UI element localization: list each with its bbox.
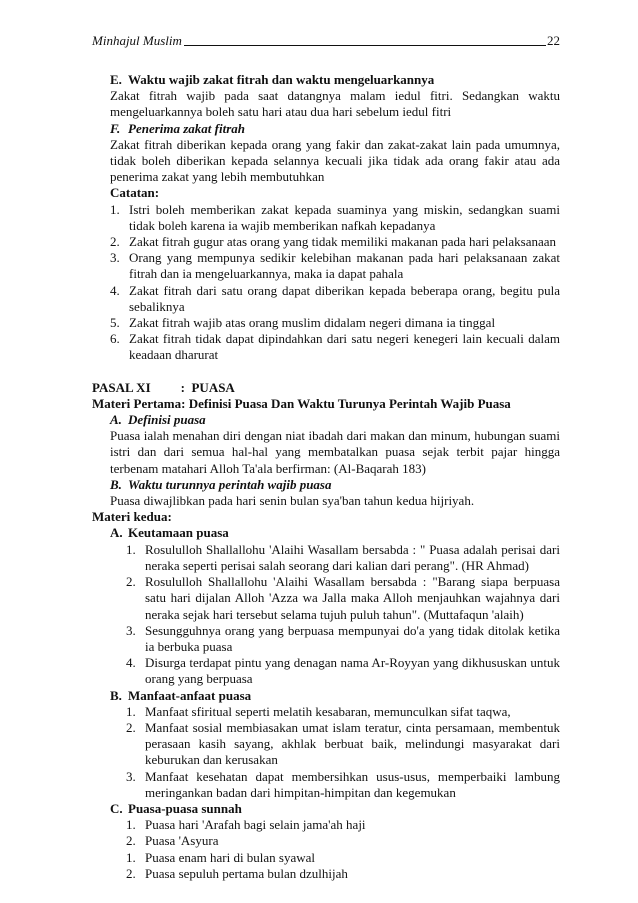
materi1-b-letter: B. bbox=[110, 476, 122, 492]
materi2-a-letter: A. bbox=[110, 525, 123, 541]
catatan-item bbox=[110, 315, 560, 331]
page-number: 22 bbox=[547, 33, 560, 48]
materi1-b-heading bbox=[110, 477, 560, 493]
catatan-item-text: Zakat fitrah gugur atas orang yang tidak memiliki makanan pada hari pelaksanaan bbox=[129, 234, 557, 250]
catatan-item-text: Orang yang mempunya sedikir kelebihan makanan pada hari pelaksanaan zakat fitrah dan ia mengeluarkannya, maka ia dapat pahala bbox=[129, 250, 560, 282]
materi1-a-letter: A. bbox=[110, 412, 122, 428]
materi1-section-a bbox=[110, 412, 560, 477]
catatan-item bbox=[110, 283, 560, 315]
list-item bbox=[126, 833, 560, 849]
section-f bbox=[110, 121, 560, 186]
list-item bbox=[126, 769, 560, 801]
list-item bbox=[126, 542, 560, 574]
materi2-b-letter: B. bbox=[110, 687, 122, 703]
list-item-text: Puasa sepuluh pertama bulan dzulhijah bbox=[145, 865, 348, 881]
list-item-text: Puasa enam hari di bulan syawal bbox=[145, 849, 316, 865]
section-f-text: Zakat fitrah diberikan kepada orang yang fakir dan zakat-zakat lain pada umumnya, tidak boleh diberikan kepada selannya kecuali jika tidak ada orang fakir atau ada penerima zakat yang lebih membutuhkan bbox=[110, 136, 560, 185]
page-header bbox=[92, 33, 560, 49]
catatan-section bbox=[110, 185, 560, 363]
list-item-num: 1. bbox=[126, 541, 136, 557]
materi2-section-b bbox=[110, 688, 560, 801]
catatan-item-num: 4. bbox=[110, 282, 120, 298]
list-item-text: Manfaat kesehatan dapat membersihkan usus-usus, memperbaiki lambung meringankan badan dari himpitan-himpitan dan kegemukan bbox=[145, 768, 560, 800]
list-item-num: 2. bbox=[126, 719, 136, 735]
list-item bbox=[126, 623, 560, 655]
list-item bbox=[126, 720, 560, 769]
materi2-b-heading bbox=[110, 688, 560, 704]
list-item bbox=[126, 704, 560, 720]
list-item-num: 2. bbox=[126, 865, 136, 881]
section-e bbox=[110, 72, 560, 121]
section-e-heading bbox=[110, 72, 560, 88]
catatan-item bbox=[110, 250, 560, 282]
catatan-item-num: 6. bbox=[110, 331, 120, 347]
catatan-item-text: Zakat fitrah dari satu orang dapat diberikan kepada beberapa orang, begitu pula sebaliknya bbox=[129, 282, 560, 314]
catatan-item-num: 5. bbox=[110, 315, 120, 331]
materi2-b-list bbox=[126, 704, 560, 801]
chapter-heading bbox=[92, 380, 560, 396]
list-item bbox=[126, 655, 560, 687]
section-e-letter: E. bbox=[110, 72, 122, 87]
list-item-text: Puasa hari 'Arafah bagi selain jama'ah haji bbox=[145, 817, 366, 833]
materi2-c-heading bbox=[110, 801, 560, 817]
section-e-text: Zakat fitrah wajib pada saat datangnya malam iedul fitri. Sedangkan waktu mengeluarkannya boleh satu hari atau dua hari sebelum iedul fitri bbox=[110, 88, 560, 120]
section-e-title: Waktu wajib zakat fitrah dan waktu mengeluarkannya bbox=[128, 72, 435, 87]
catatan-item-num: 1. bbox=[110, 201, 120, 217]
section-f-title: Penerima zakat fitrah bbox=[128, 120, 246, 136]
running-title: Minhajul Muslim bbox=[92, 33, 182, 48]
list-item-num: 4. bbox=[126, 655, 136, 671]
materi2-c-title: Puasa-puasa sunnah bbox=[128, 800, 242, 816]
catatan-item-num: 2. bbox=[110, 234, 120, 250]
materi2-section-c bbox=[110, 801, 560, 882]
list-item-num: 1. bbox=[126, 849, 136, 865]
materi1-section-b bbox=[110, 477, 560, 509]
chapter-label: PASAL XI bbox=[92, 379, 151, 395]
catatan-label: Catatan: bbox=[110, 185, 160, 201]
chapter-title: PUASA bbox=[191, 379, 235, 395]
list-item bbox=[126, 817, 560, 833]
materi1-b-text: Puasa diwajlibkan pada hari senin bulan sya'ban tahun kedua hijriyah. bbox=[110, 493, 475, 509]
list-item-num: 1. bbox=[126, 703, 136, 719]
list-item-num: 3. bbox=[126, 768, 136, 784]
materi2-a-list bbox=[126, 542, 560, 688]
list-item-text: Rosululloh Shallallohu 'Alaihi Wasallam bersabda : "Barang siapa berpuasa satu hari dijalan Alloh 'Azza wa Jalla maka Alloh menjauhkan wajahnya dari neraka sejak hari tersebut selama tujuh puluh tahun". (Muttafaqun 'alaih) bbox=[145, 574, 560, 622]
list-item bbox=[126, 866, 560, 882]
materi-kedua-title: Materi kedua: bbox=[92, 509, 172, 525]
page-body bbox=[92, 72, 560, 882]
list-item-num: 3. bbox=[126, 622, 136, 638]
list-item-text: Puasa 'Asyura bbox=[145, 833, 219, 849]
list-item bbox=[126, 850, 560, 866]
list-item-text: Disurga terdapat pintu yang denagan nama Ar-Royyan yang dikhususkan untuk orang yang berpuasa bbox=[145, 655, 560, 687]
materi1-a-heading bbox=[110, 412, 560, 428]
materi2-section-a bbox=[110, 525, 560, 687]
catatan-item-num: 3. bbox=[110, 250, 120, 266]
section-f-letter: F. bbox=[110, 120, 121, 136]
materi2-a-title: Keutamaan puasa bbox=[128, 525, 229, 541]
materi2-c-list bbox=[126, 817, 560, 882]
materi1-b-title: Waktu turunnya perintah wajib puasa bbox=[128, 476, 332, 492]
catatan-item-text: Istri boleh memberikan zakat kepada suaminya yang miskin, sedangkan suami tidak boleh karena ia wajib memberikan nafkah kepadanya bbox=[129, 201, 560, 233]
list-item-text: Manfaat sfiritual seperti melatih kesabaran, memunculkan sifat taqwa, bbox=[145, 703, 511, 719]
catatan-item bbox=[110, 202, 560, 234]
list-item-num: 2. bbox=[126, 574, 136, 590]
materi1-a-text: Puasa ialah menahan diri dengan niat ibadah dari makan dan minum, hubungan suami istri dan dari semua hal-hal yang membatalkan puasa sejak terbit pajar hingga terbenam matahari Alloh Ta'ala berfirman: (Al-Baqarah 183) bbox=[110, 428, 560, 476]
list-item-text: Manfaat sosial membiasakan umat islam teratur, cinta persamaan, membentuk perasaan kasih sayang, akhlak berbuat baik, melindungi masyarakat dari keburukan dan kerusakan bbox=[145, 719, 560, 768]
list-item-num: 1. bbox=[126, 817, 136, 833]
materi2-b-title: Manfaat-anfaat puasa bbox=[128, 687, 252, 703]
list-item-text: Rosululloh Shallallohu 'Alaihi Wasallam bersabda : " Puasa adalah perisai dari neraka seperti perisai salah seorang dari kalian dari perang". (HR Ahmad) bbox=[145, 541, 560, 573]
materi-pertama-title: Materi Pertama: Definisi Puasa Dan Waktu Turunya Perintah Wajib Puasa bbox=[92, 395, 511, 411]
section-f-heading bbox=[110, 121, 560, 137]
header-rule bbox=[184, 44, 546, 46]
catatan-item bbox=[110, 331, 560, 363]
catatan-item-text: Zakat fitrah tidak dapat dipindahkan dari satu negeri kenegeri lain kecuali dalam keadaan dharurat bbox=[129, 331, 560, 363]
catatan-item-text: Zakat fitrah wajib atas orang muslim didalam negeri dimana ia tinggal bbox=[129, 315, 496, 331]
materi2-a-heading bbox=[110, 525, 560, 541]
list-item-text: Sesungguhnya orang yang berpuasa mempunyai do'a yang tidak ditolak ketika ia berbuka puasa bbox=[145, 622, 560, 654]
list-item bbox=[126, 574, 560, 623]
list-item-num: 2. bbox=[126, 833, 136, 849]
materi1-a-title: Definisi puasa bbox=[128, 412, 206, 428]
section-spacer bbox=[92, 364, 560, 380]
materi2-c-letter: C. bbox=[110, 800, 123, 816]
catatan-item bbox=[110, 234, 560, 250]
chapter-colon: : bbox=[180, 379, 185, 395]
